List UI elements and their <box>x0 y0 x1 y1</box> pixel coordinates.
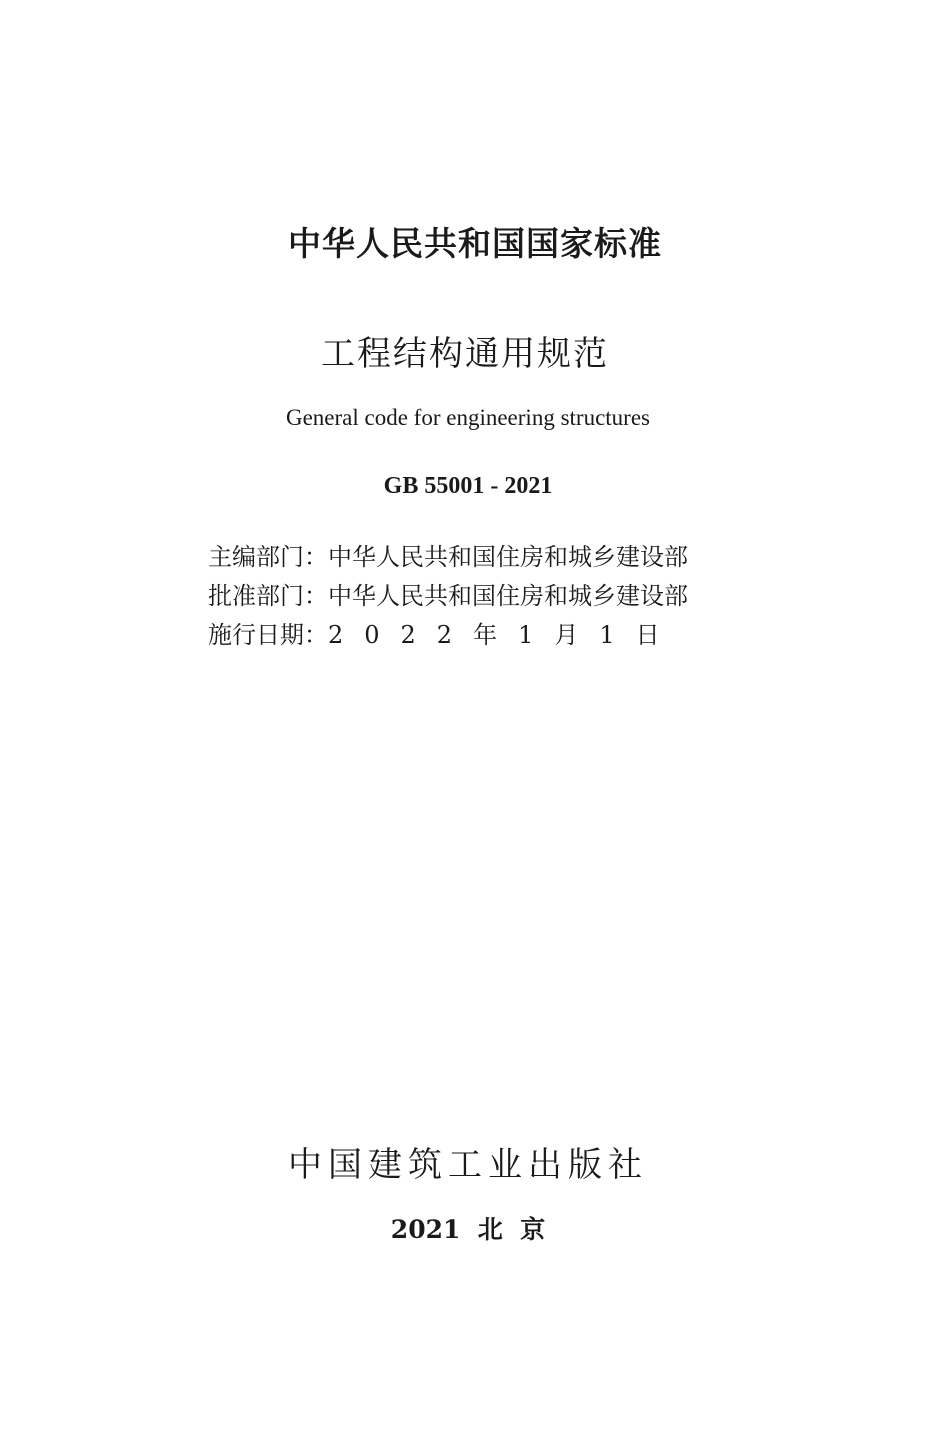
chief-department-label: 主编部门： <box>208 543 328 571</box>
effective-date-value: 2022年1月1日 <box>328 621 681 649</box>
document-title-chinese: 工程结构通用规范 <box>321 334 609 374</box>
chief-department-row <box>208 538 688 577</box>
publication-place-year <box>0 1210 936 1246</box>
effective-date-label: 施行日期： <box>208 621 328 649</box>
approval-department-label: 批准部门： <box>208 582 328 610</box>
approval-department-row <box>208 577 688 616</box>
publication-info <box>208 538 688 655</box>
effective-date-row <box>208 616 688 655</box>
national-standard-heading: 中华人民共和国国家标准 <box>288 224 662 263</box>
publication-place-year-text: 2021 北 京 <box>390 1215 546 1244</box>
publisher-name: 中国建筑工业出版社 <box>288 1145 648 1185</box>
approval-department-value: 中华人民共和国住房和城乡建设部 <box>328 582 688 610</box>
document-title-english: General code for engineering structures <box>285 405 650 430</box>
chief-department-value: 中华人民共和国住房和城乡建设部 <box>328 543 688 571</box>
standard-code-number: GB 55001 - 2021 <box>383 473 553 499</box>
